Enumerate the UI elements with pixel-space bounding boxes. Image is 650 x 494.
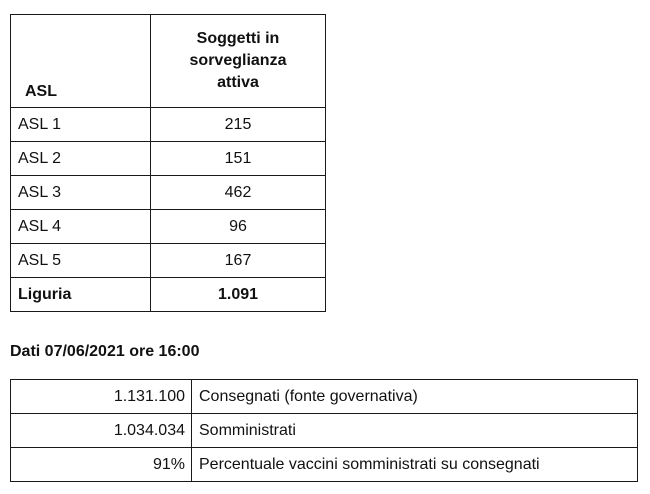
- table-row: [11, 244, 326, 278]
- vaccine-table: [10, 379, 638, 482]
- asl-name: ASL 4: [11, 210, 151, 244]
- vaccine-label: Somministrati: [192, 414, 638, 448]
- table-row: [11, 210, 326, 244]
- vaccine-value: 1.034.034: [11, 414, 192, 448]
- asl-name: ASL 5: [11, 244, 151, 278]
- asl-surveillance-table: [10, 14, 326, 312]
- total-row: [11, 278, 326, 312]
- asl-name: ASL 3: [11, 176, 151, 210]
- table-header-row: [11, 15, 326, 108]
- table-row: [11, 380, 638, 414]
- vaccine-value: 91%: [11, 448, 192, 482]
- vaccine-label: Percentuale vaccini somministrati su consegnati: [192, 448, 638, 482]
- total-name: Liguria: [11, 278, 151, 312]
- vaccine-label: Consegnati (fonte governativa): [192, 380, 638, 414]
- asl-value: 151: [151, 142, 326, 176]
- header-subjects-line2: sorveglianza: [189, 52, 287, 69]
- header-asl: ASL: [11, 15, 151, 108]
- table-row: [11, 108, 326, 142]
- data-timestamp-heading: Dati 07/06/2021 ore 16:00: [10, 343, 200, 360]
- asl-value: 462: [151, 176, 326, 210]
- asl-name: ASL 1: [11, 108, 151, 142]
- asl-name: ASL 2: [11, 142, 151, 176]
- total-value: 1.091: [151, 278, 326, 312]
- header-subjects-active-surveillance: [151, 15, 326, 108]
- table-row: [11, 414, 638, 448]
- vaccine-value: 1.131.100: [11, 380, 192, 414]
- header-subjects-line3: attiva: [217, 74, 259, 91]
- asl-value: 167: [151, 244, 326, 278]
- table-row: [11, 448, 638, 482]
- asl-value: 215: [151, 108, 326, 142]
- header-subjects-line1: Soggetti in: [196, 30, 280, 47]
- table-row: [11, 142, 326, 176]
- table-row: [11, 176, 326, 210]
- asl-value: 96: [151, 210, 326, 244]
